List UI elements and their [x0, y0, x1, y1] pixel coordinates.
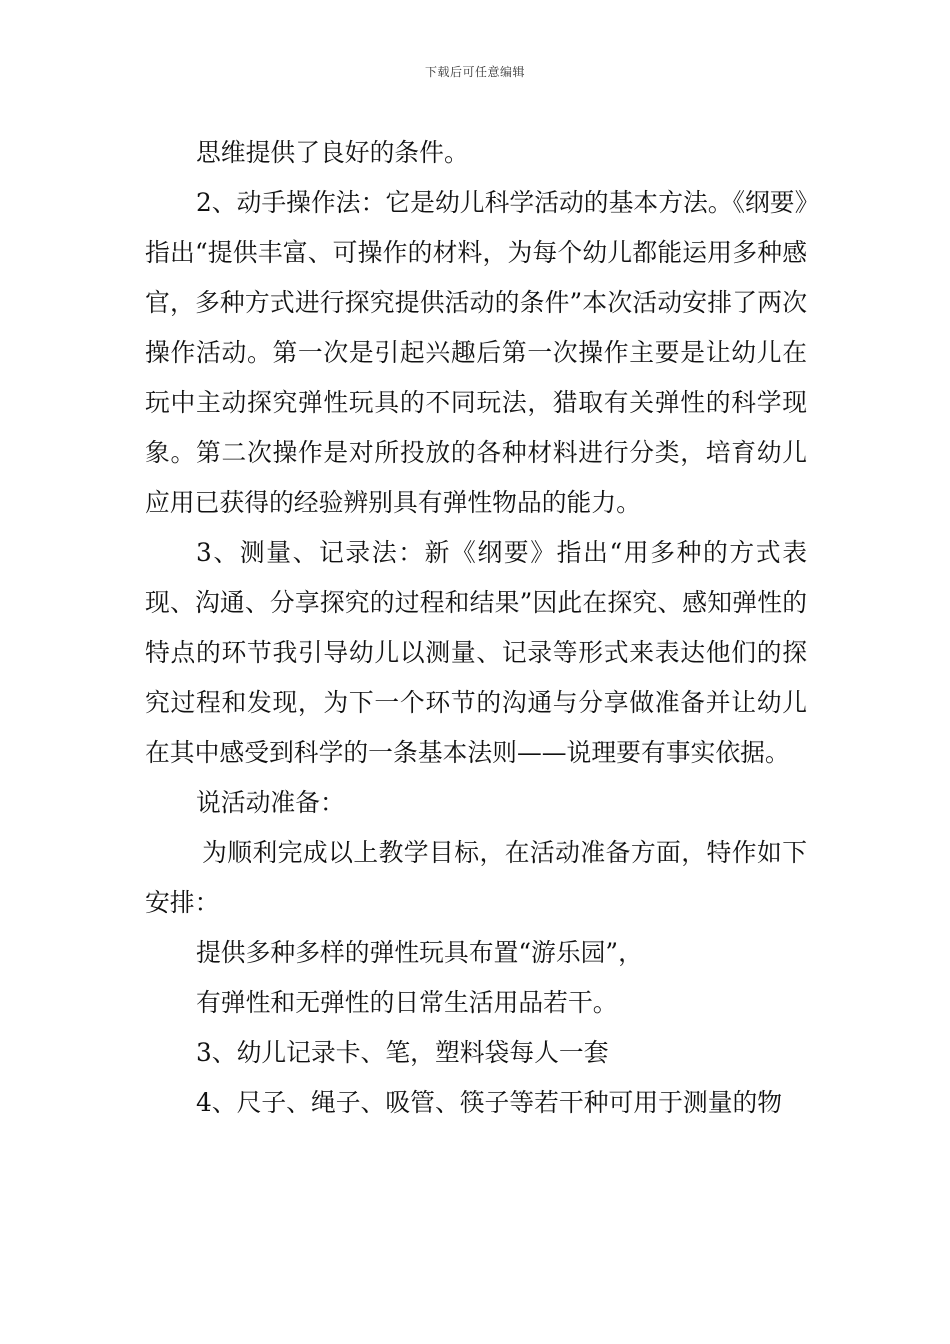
- paragraph-4: 说活动准备：: [196, 788, 345, 817]
- paragraph-2: 2、动手操作法：它是幼儿科学活动的基本方法。《纲要》指出“提供丰富、可操作的材料，为每个幼儿都能运用多种感官，多种方式进行探究提供活动的条件”本次活动安排了两次操作活动。第一次是引起兴趣后第一次操作主要是让幼儿在玩中主动探究弹性玩具的不同玩法，猎取有关弹性的科学现象。第二次操作是对所投放的各种材料进行分类，培育幼儿应用已获得的经验辨别具有弹性物品的能力。: [145, 188, 807, 517]
- paragraph-6: 提供多种多样的弹性玩具布置“游乐园”，: [196, 938, 643, 967]
- paragraph-3: 3、测量、记录法：新《纲要》指出“用多种的方式表现、沟通、分享探究的过程和结果”因此在探究、感知弹性的特点的环节我引导幼儿以测量、记录等形式来表达他们的探究过程和发现，为下一个环节的沟通与分享做准备并让幼儿在其中感受到科学的一条基本法则——说理要有事实依据。: [145, 538, 807, 767]
- page-header: 下载后可任意编辑: [424, 65, 525, 79]
- paragraph-5: 为顺利完成以上教学目标，在活动准备方面，特作如下安排：: [145, 838, 807, 917]
- document-body: [145, 128, 807, 1128]
- paragraph-1: 思维提供了良好的条件。: [196, 138, 469, 167]
- paragraph-8: 3、幼儿记录卡、笔，塑料袋每人一套: [196, 1038, 609, 1067]
- paragraph-7: 有弹性和无弹性的日常生活用品若干。: [196, 988, 618, 1017]
- paragraph-9: 4、尺子、绳子、吸管、筷子等若干种可用于测量的物: [196, 1088, 783, 1117]
